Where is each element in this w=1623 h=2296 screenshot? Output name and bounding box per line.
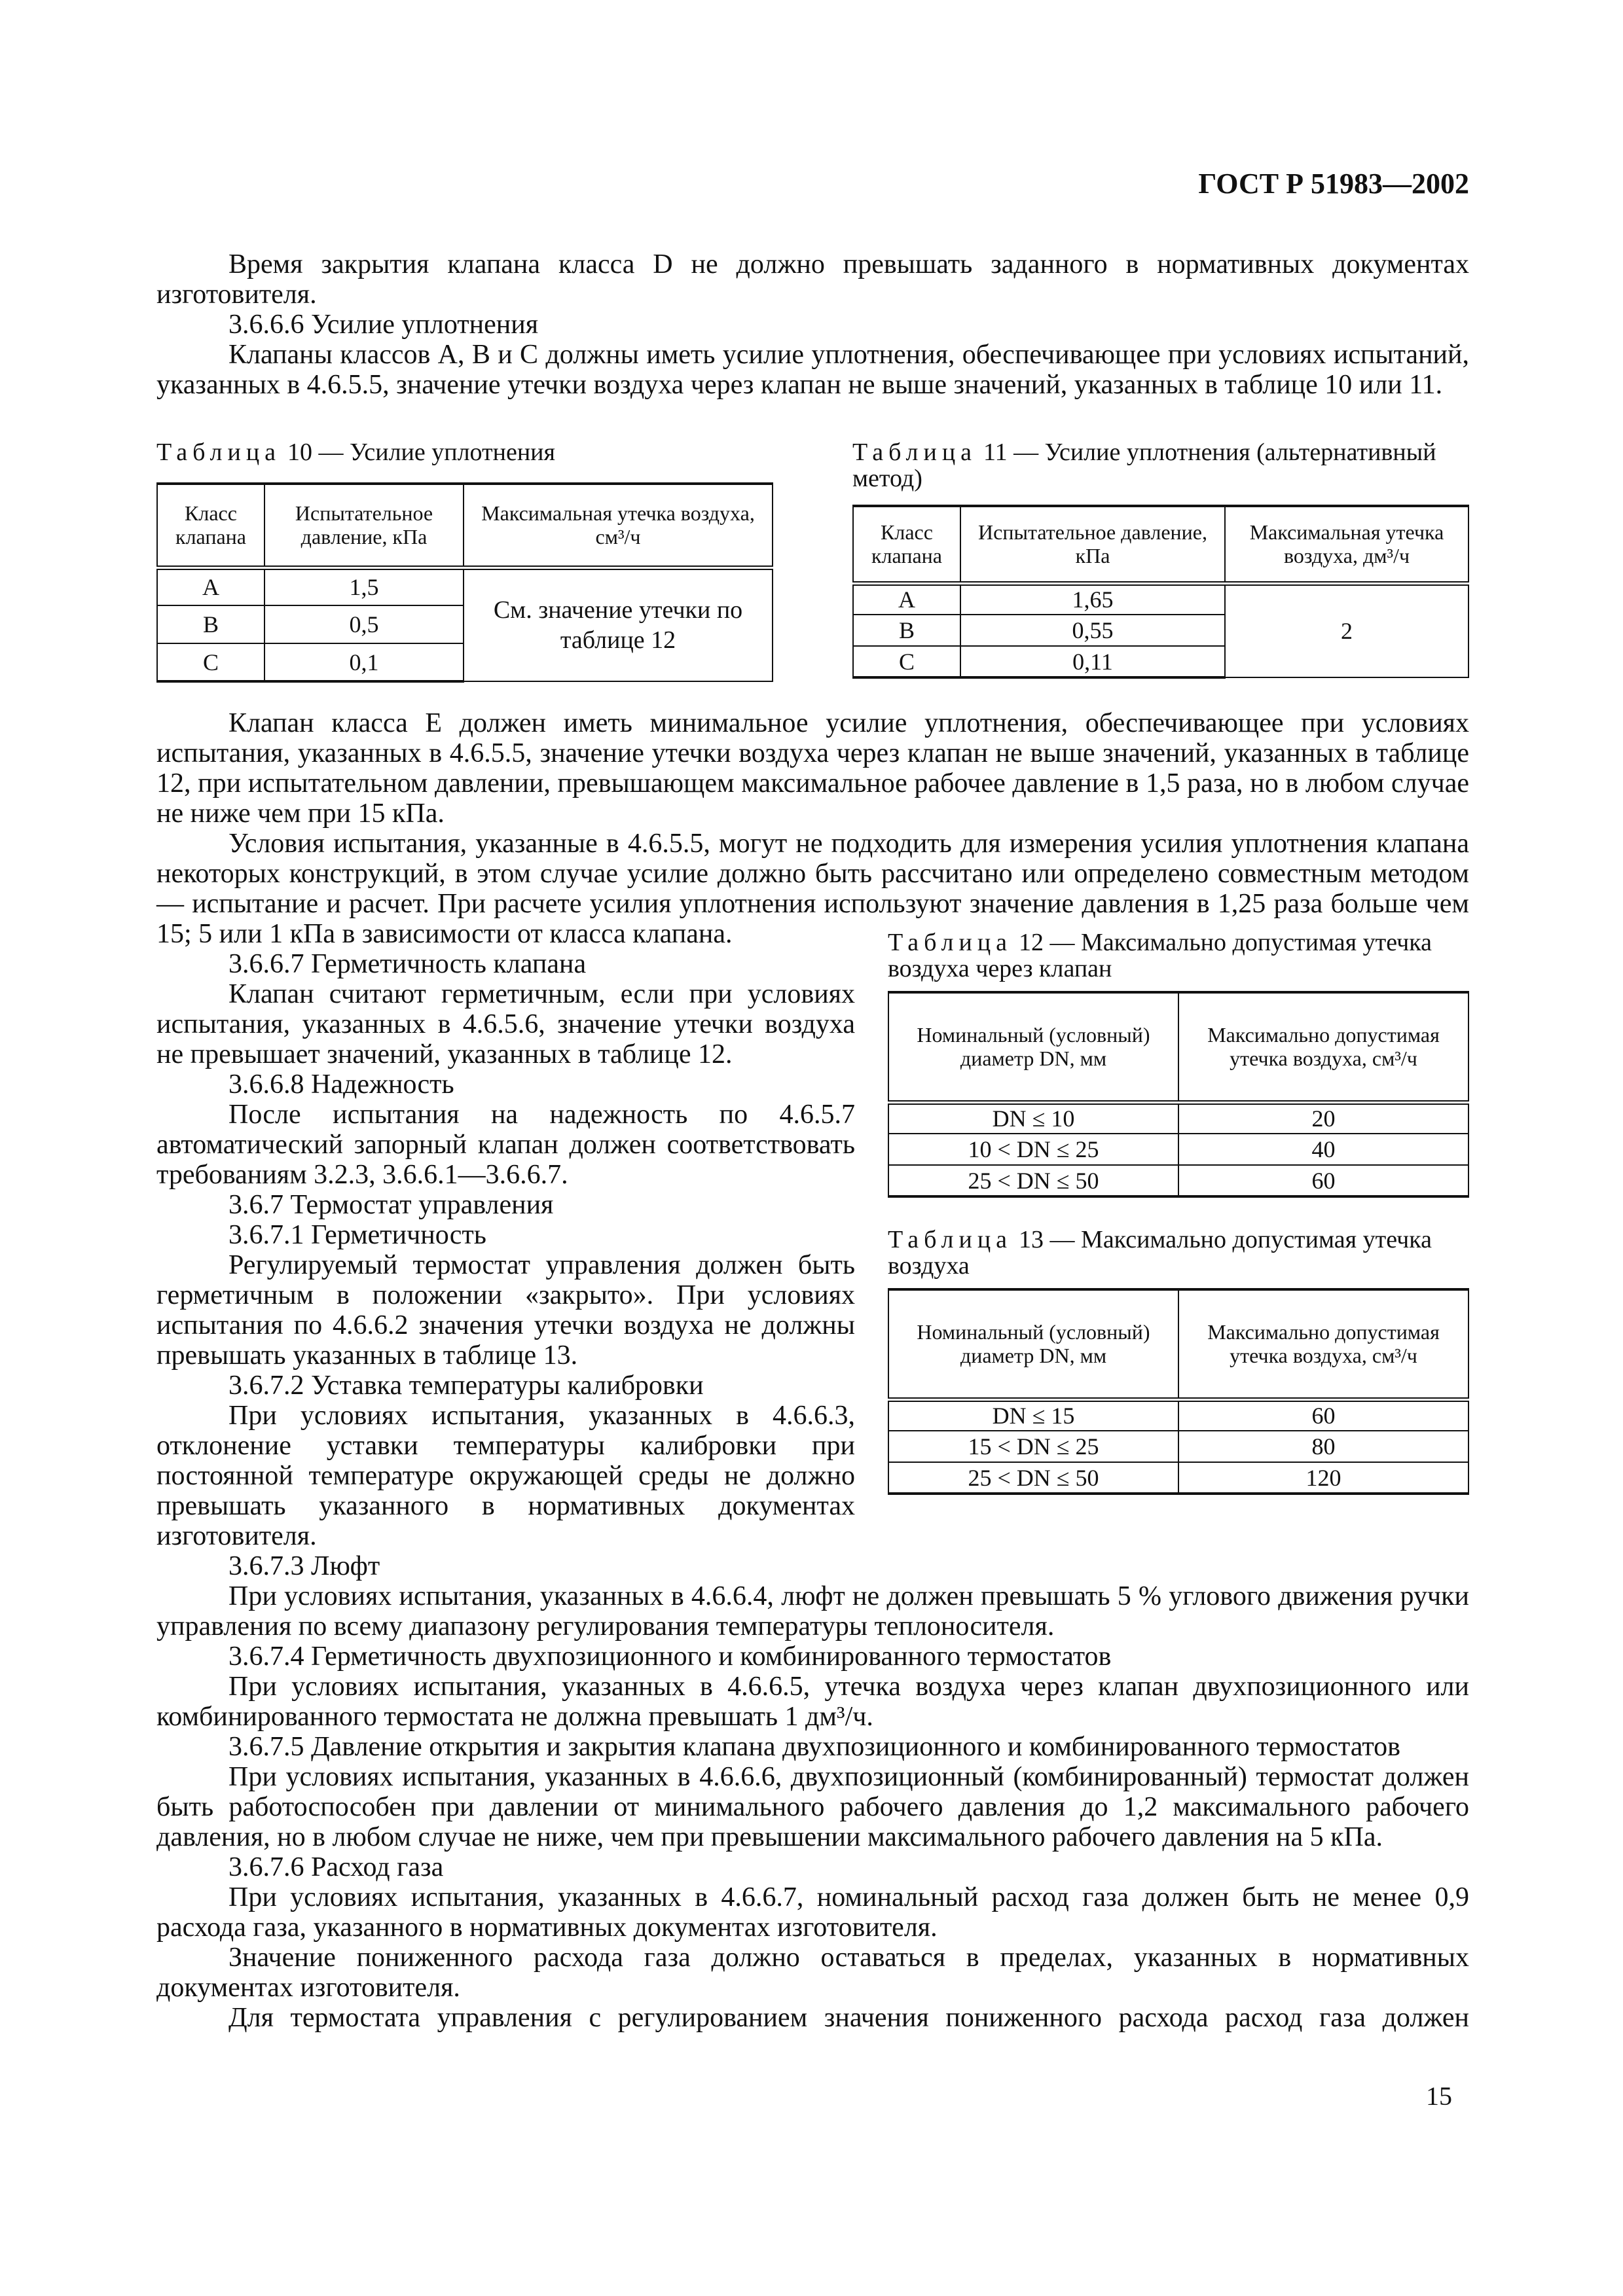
cell: В	[853, 615, 960, 646]
caption-title: 12 — Максимально допустимая утечка воздуха через клапан	[888, 929, 1432, 982]
merged-cell: См. значение утечки по таблице 12	[464, 567, 773, 681]
paragraph: Клапан класса Е должен иметь минимальное усилие уплотнения, обеспечивающее при условиях испытания, указанных в 4.6.5.5, значение утечки воздуха через клапан не выше значений, указанных в таблице 12, при испытательном давлении, превышающем максимальное рабочее давление в 1,5 раза, но в любом случае не ниже чем при 15 кПа.	[156, 708, 1469, 829]
paragraph: При условиях испытания, указанных в 4.6.6.7, номинальный расход газа должен быть не менее 0,9 расхода газа, указанного в нормативных документах изготовителя.	[156, 1882, 1469, 1943]
right-column-tables	[888, 920, 1469, 1509]
cell: А	[853, 583, 960, 615]
section-heading: 3.6.6.7 Герметичность клапана	[228, 949, 587, 979]
table-row	[853, 583, 1468, 615]
cell: 1,5	[264, 567, 464, 605]
header-cell: Максимальная утечка воздуха, дм³/ч	[1225, 506, 1468, 583]
table-13-caption	[888, 1227, 1469, 1279]
cell: 80	[1178, 1431, 1468, 1462]
cell: DN ≤ 10	[888, 1102, 1178, 1134]
table-row	[888, 1134, 1468, 1165]
cell: 25 < DN ≤ 50	[888, 1165, 1178, 1196]
paragraph: При условиях испытания, указанных в 4.6.6.4, люфт не должен превышать 5 % углового движения ручки управления по всему диапазону регулирования температуры теплоносителя.	[156, 1581, 1469, 1641]
header-cell: Максимально допустимая утечка воздуха, см³/ч	[1178, 1289, 1468, 1399]
section-heading: 3.6.7.1 Герметичность	[228, 1220, 486, 1250]
cell: 0,11	[960, 646, 1225, 677]
header-cell: Испытательное давление, кПа	[960, 506, 1225, 583]
cell: 0,5	[264, 605, 464, 643]
paragraph: При условиях испытания, указанных в 4.6.6.5, утечка воздуха через клапан двухпозиционного или комбинированного термостата не должна превышать 1 дм³/ч.	[156, 1672, 1469, 1732]
paragraph: После испытания на надежность по 4.6.5.7 автоматический запорный клапан должен соответствовать требованиям 3.2.3, 3.6.6.1—3.6.6.7.	[156, 1100, 855, 1190]
page-number: 15	[1426, 2081, 1452, 2111]
caption-label: Таблица	[888, 1226, 1013, 1253]
header-cell: Максимальная утечка воздуха, см³/ч	[464, 484, 773, 567]
header-cell: Испытательное давление, кПа	[264, 484, 464, 567]
paragraph: При условиях испытания, указанных в 4.6.6.6, двухпозиционный (комбинированный) термостат должен быть работоспособен при давлении от минимального рабочего давления до 1,2 максимального рабочего давления, но в любом случае не ниже, чем при превышении максимального рабочего давления на 5 кПа.	[156, 1762, 1469, 1852]
paragraph: При условиях испытания, указанных в 4.6.6.3, отклонение уставки температуры калибровки при постоянной температуре окружающей среды не должно превышать указанного в нормативных документах изготовителя.	[156, 1401, 855, 1551]
cell: 10 < DN ≤ 25	[888, 1134, 1178, 1165]
cell: А	[157, 567, 264, 605]
document-code: ГОСТ Р 51983—2002	[1198, 168, 1469, 200]
cell: 15 < DN ≤ 25	[888, 1431, 1178, 1462]
table-11	[852, 439, 1469, 679]
paragraph: Для термостата управления с регулированием значения пониженного расхода расход газа должен	[228, 2003, 1469, 2033]
header-cell: Номинальный (условный) диаметр DN, мм	[888, 992, 1178, 1102]
table-10	[156, 439, 773, 683]
table-caption	[852, 439, 1469, 492]
caption-title: 13 — Максимально допустимая утечка воздуха	[888, 1226, 1432, 1280]
caption-label: Таблица	[156, 439, 282, 466]
table-row	[888, 1399, 1468, 1431]
header-cell: Класс клапана	[157, 484, 264, 567]
table-12	[888, 991, 1469, 1198]
table-row	[888, 1102, 1468, 1134]
cell: 0,1	[264, 643, 464, 681]
cell: В	[157, 605, 264, 643]
cell: DN ≤ 15	[888, 1399, 1178, 1431]
table-13	[888, 1288, 1469, 1495]
cell: 25 < DN ≤ 50	[888, 1462, 1178, 1494]
header-cell: Номинальный (условный) диаметр DN, мм	[888, 1289, 1178, 1399]
table-caption	[156, 439, 773, 465]
cell: С	[157, 643, 264, 681]
caption-title: 10 — Усилие уплотнения	[287, 439, 555, 466]
caption-label: Таблица	[888, 929, 1013, 956]
cell: 120	[1178, 1462, 1468, 1494]
cell: 60	[1178, 1165, 1468, 1196]
header-cell: Класс клапана	[853, 506, 960, 583]
table-row	[888, 1165, 1468, 1196]
cell: 40	[1178, 1134, 1468, 1165]
table-row	[888, 1431, 1468, 1462]
section-heading: 3.6.6.6 Усилие уплотнения	[228, 310, 539, 340]
cell: С	[853, 646, 960, 677]
table-row	[157, 567, 773, 605]
text-block-1	[156, 249, 1469, 400]
cell: 0,55	[960, 615, 1225, 646]
paragraph: Клапаны классов А, В и С должны иметь усилие уплотнения, обеспечивающее при условиях испытаний, указанных в 4.6.5.5, значение утечки воздуха через клапан не выше значений, указанных в таблице 10 или 11.	[156, 340, 1469, 400]
paragraph: Время закрытия клапана класса D не должно превышать заданного в нормативных документах изготовителя.	[156, 249, 1469, 310]
section-heading: 3.6.7.3 Люфт	[228, 1551, 380, 1581]
paragraph-group	[156, 708, 1469, 829]
text-block-2	[156, 708, 1469, 2033]
paragraph: Значение пониженного расхода газа должно оставаться в пределах, указанных в нормативных документах изготовителя.	[156, 1943, 1469, 2003]
paragraph: Клапан считают герметичным, если при условиях испытания, указанных в 4.6.5.6, значение утечки воздуха не превышает значений, указанных в таблице 12.	[156, 979, 855, 1069]
caption-label: Таблица	[852, 439, 977, 466]
cell: 20	[1178, 1102, 1468, 1134]
header-cell: Максимально допустимая утечка воздуха, см³/ч	[1178, 992, 1468, 1102]
section-heading: 3.6.7.4 Герметичность двухпозиционного и комбинированного термостатов	[228, 1641, 1112, 1672]
table-row	[888, 1462, 1468, 1494]
cell: 60	[1178, 1399, 1468, 1431]
merged-cell: 2	[1225, 583, 1468, 677]
section-heading: 3.6.7.6 Расход газа	[228, 1852, 444, 1882]
table-12-caption	[888, 929, 1469, 982]
caption-title: 11 — Усилие уплотнения (альтернативный метод)	[852, 439, 1436, 492]
cell: 1,65	[960, 583, 1225, 615]
paragraph: Регулируемый термостат управления должен быть герметичным в положении «закрыто». При условиях испытания по 4.6.6.2 значения утечки воздуха не должны превышать указанных в таблице 13.	[156, 1250, 855, 1371]
section-heading: 3.6.7 Термостат управления	[228, 1190, 554, 1220]
section-heading: 3.6.7.5 Давление открытия и закрытия клапана двухпозиционного и комбинированного термостатов	[228, 1732, 1400, 1762]
section-heading: 3.6.7.2 Уставка температуры калибровки	[228, 1371, 704, 1401]
paragraph: Условия испытания, указанные в 4.6.5.5, могут не подходить для измерения усилия уплотнения клапана некоторых конструкций, в этом случае усилие должно быть рассчитано или определено совместным методом — испытание и расчет. При расчете усилия уплотнения используют значение давления в 1,25 раза больше чем 15; 5 или 1 кПа в зависимости от класса клапана.	[156, 829, 1469, 949]
section-heading: 3.6.6.8 Надежность	[228, 1069, 454, 1100]
